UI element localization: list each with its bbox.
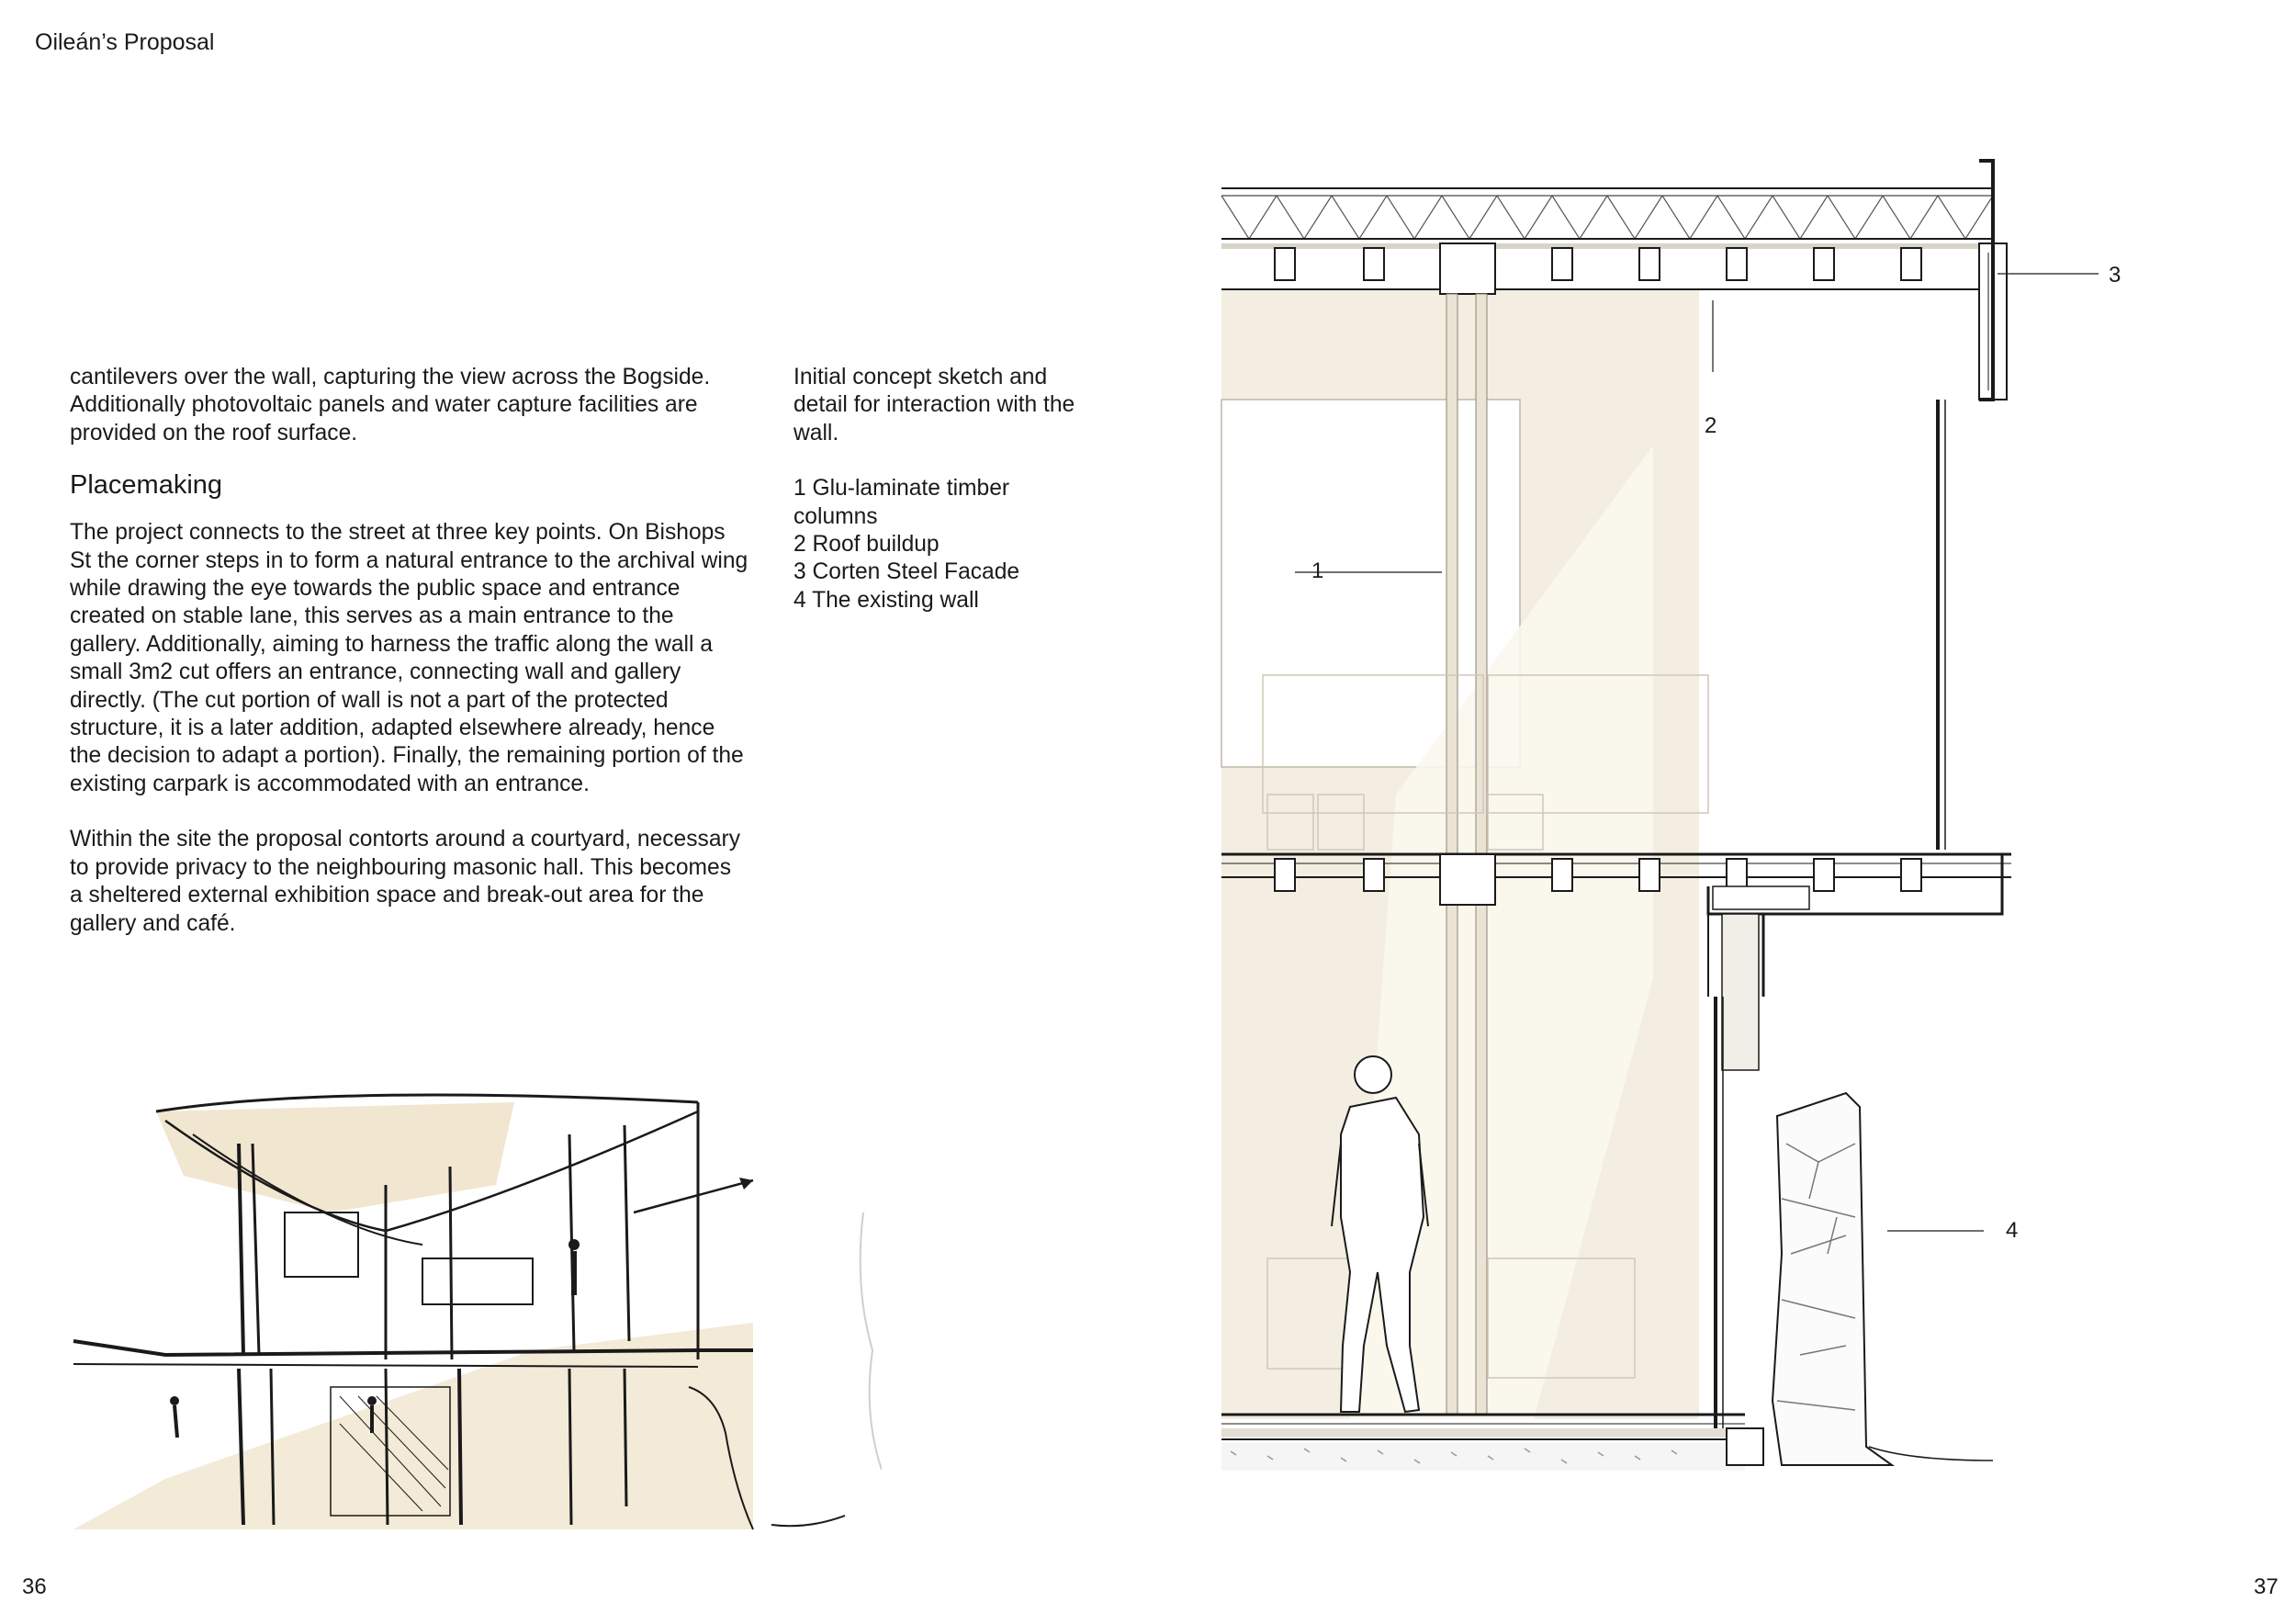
- page-number-right: 37: [2254, 1574, 2279, 1599]
- callout-2: 2: [1705, 413, 1717, 438]
- placemaking-paragraph-2: Within the site the proposal contorts around a courtyard, necessary to provide privacy to the neighbouring masonic hall. This becomes a sheltered external exhibition space and break-out area for the gallery and café.: [70, 827, 740, 936]
- intro-paragraph: cantilevers over the wall, capturing the view across the Bogside. Additionally photovoltaic panels and water capture facilities are provided on the roof surface.: [70, 365, 711, 445]
- body-text-column: [70, 364, 749, 938]
- legend-item-3: 3 Corten Steel Facade: [793, 559, 1020, 585]
- section-heading: Placemaking: [70, 470, 223, 501]
- caption-column: [793, 364, 1087, 615]
- figure-caption: Initial concept sketch and detail for interaction with the wall.: [793, 365, 1075, 445]
- running-header: Oileán’s Proposal: [35, 29, 215, 55]
- section-detail-drawing: [1212, 152, 2131, 1548]
- legend-item-2: 2 Roof buildup: [793, 532, 940, 558]
- legend-item-4: 4 The existing wall: [793, 587, 979, 613]
- legend-item-1: 1 Glu-laminate timber columns: [793, 476, 1010, 529]
- concept-sketch: [55, 1047, 882, 1543]
- legend-list: [793, 475, 1087, 615]
- callout-4: 4: [2006, 1218, 2019, 1243]
- page-number-left: 36: [22, 1574, 47, 1599]
- placemaking-paragraph-1: The project connects to the street at three key points. On Bishops St the corner steps in to form a natural entrance to the archival wing while drawing the eye towards the public space and entrance created on stable lane, this serves as a main entrance to the gallery. Additionally, aiming to harness the traffic along the wall a small 3m2 cut offers an entrance, connecting wall and gallery directly. (The cut portion of wall is not a part of the protected structure, it is a later addition, adapted elsewhere already, hence the decision to adapt a portion). Finally, the remaining portion of the existing carpark is accommodated with an entrance.: [70, 520, 748, 796]
- callout-3: 3: [2109, 263, 2122, 288]
- callout-1: 1: [1311, 558, 1324, 583]
